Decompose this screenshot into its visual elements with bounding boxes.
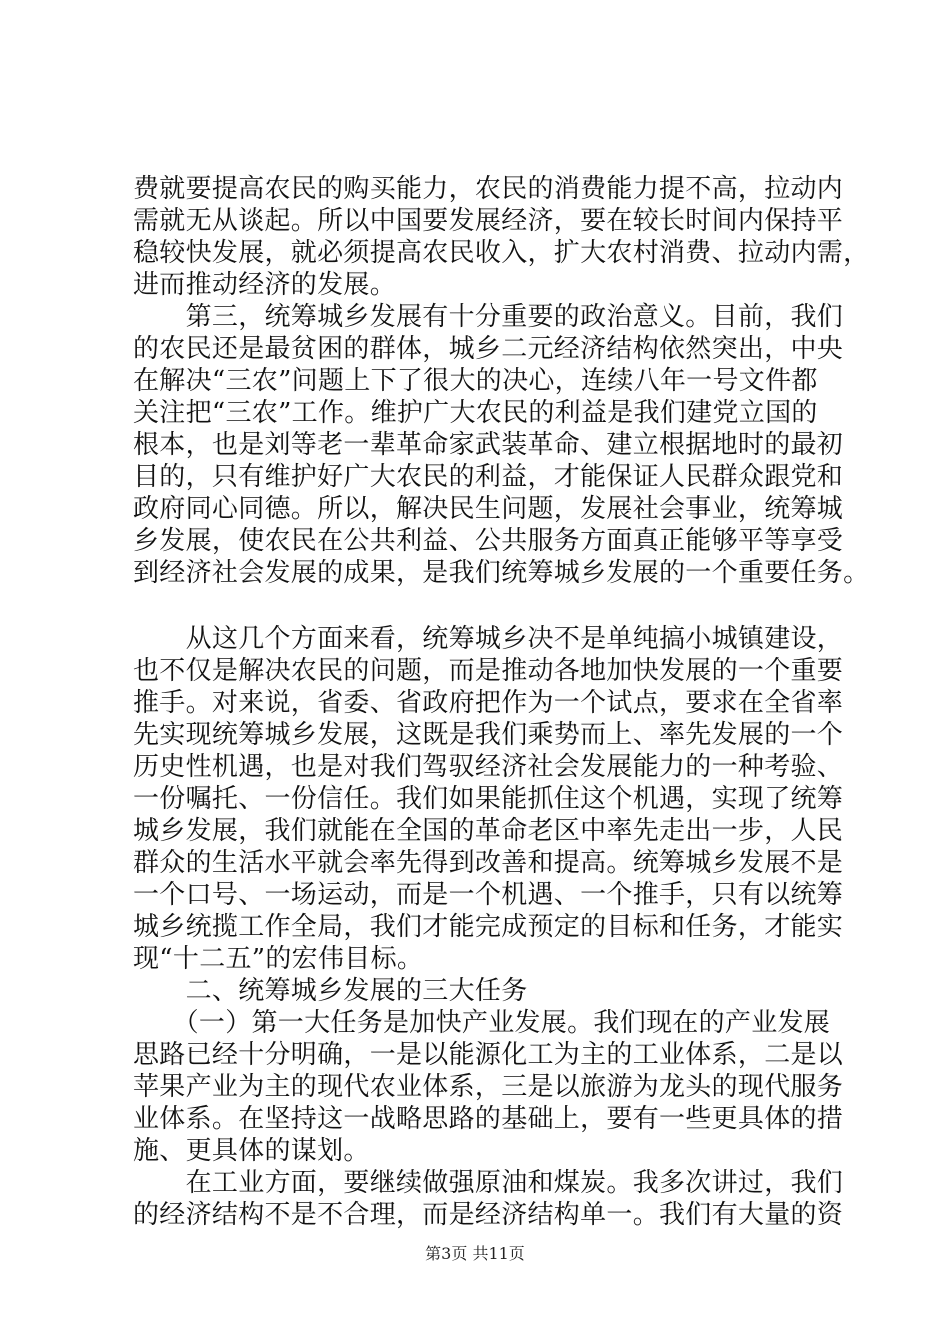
text-line: 根本，也是刘等老一辈革命家武装革命、建立根据地时的最初 — [133, 430, 844, 460]
text-line: 也不仅是解决农民的问题，而是推动各地加快发展的一个重要 — [133, 656, 844, 686]
text-line: 目的，只有维护好广大农民的利益，才能保证人民群众跟党和 — [133, 462, 844, 492]
text-line: 城乡统揽工作全局，我们才能完成预定的目标和任务，才能实 — [133, 912, 844, 942]
text-line: 的经济结构不是不合理，而是经济结构单一。我们有大量的资 — [133, 1200, 844, 1230]
text-line: 到经济社会发展的成果，是我们统筹城乡发展的一个重要任务。 — [133, 558, 870, 588]
text-line: 历史性机遇，也是对我们驾驭经济社会发展能力的一种考验、 — [133, 752, 844, 782]
text-line: 推手。对来说，省委、省政府把作为一个试点，要求在全省率 — [133, 688, 844, 718]
section-heading: 二、统筹城乡发展的三大任务 — [133, 976, 528, 1006]
text-line: 苹果产业为主的现代农业体系，三是以旅游为龙头的现代服务 — [133, 1072, 844, 1102]
text-line: 进而推动经济的发展。 — [133, 270, 397, 300]
text-line: 第三，统筹城乡发展有十分重要的政治意义。目前，我们 — [133, 302, 844, 332]
text-line: 稳较快发展，就必须提高农民收入，扩大农村消费、拉动内需， — [133, 238, 870, 268]
text-line: 群众的生活水平就会率先得到改善和提高。统筹城乡发展不是 — [133, 848, 844, 878]
text-line: 在工业方面，要继续做强原油和煤炭。我多次讲过，我们 — [133, 1168, 844, 1198]
text-line: 关注把“三农”工作。维护广大农民的利益是我们建党立国的 — [133, 398, 818, 428]
text-line: 城乡发展，我们就能在全国的革命老区中率先走出一步，人民 — [133, 816, 844, 846]
text-line: 思路已经十分明确，一是以能源化工为主的工业体系，二是以 — [133, 1040, 844, 1070]
text-line: 乡发展，使农民在公共利益、公共服务方面真正能够平等享受 — [133, 526, 844, 556]
text-line: 先实现统筹城乡发展，这既是我们乘势而上、率先发展的一个 — [133, 720, 844, 750]
text-line: 需就无从谈起。所以中国要发展经济，要在较长时间内保持平 — [133, 206, 844, 236]
text-line: 一个口号、一场运动，而是一个机遇、一个推手，只有以统筹 — [133, 880, 844, 910]
text-line: 从这几个方面来看，统筹城乡决不是单纯搞小城镇建设， — [133, 624, 844, 654]
text-line: 业体系。在坚持这一战略思路的基础上，要有一些更具体的措 — [133, 1104, 844, 1134]
text-line: 政府同心同德。所以，解决民生问题，发展社会事业，统筹城 — [133, 494, 844, 524]
text-line: 现“十二五”的宏伟目标。 — [133, 944, 424, 974]
text-line: 一份嘱托、一份信任。我们如果能抓住这个机遇，实现了统筹 — [133, 784, 844, 814]
text-line: 施、更具体的谋划。 — [133, 1136, 370, 1166]
page-number-footer: 第3页 共11页 — [425, 1244, 525, 1263]
text-line: （一）第一大任务是加快产业发展。我们现在的产业发展 — [133, 1008, 831, 1038]
text-line: 费就要提高农民的购买能力，农民的消费能力提不高，拉动内 — [133, 174, 844, 204]
text-line: 在解决“三农”问题上下了很大的决心，连续八年一号文件都 — [133, 366, 818, 396]
text-line: 的农民还是最贫困的群体，城乡二元经济结构依然突出，中央 — [133, 334, 844, 364]
